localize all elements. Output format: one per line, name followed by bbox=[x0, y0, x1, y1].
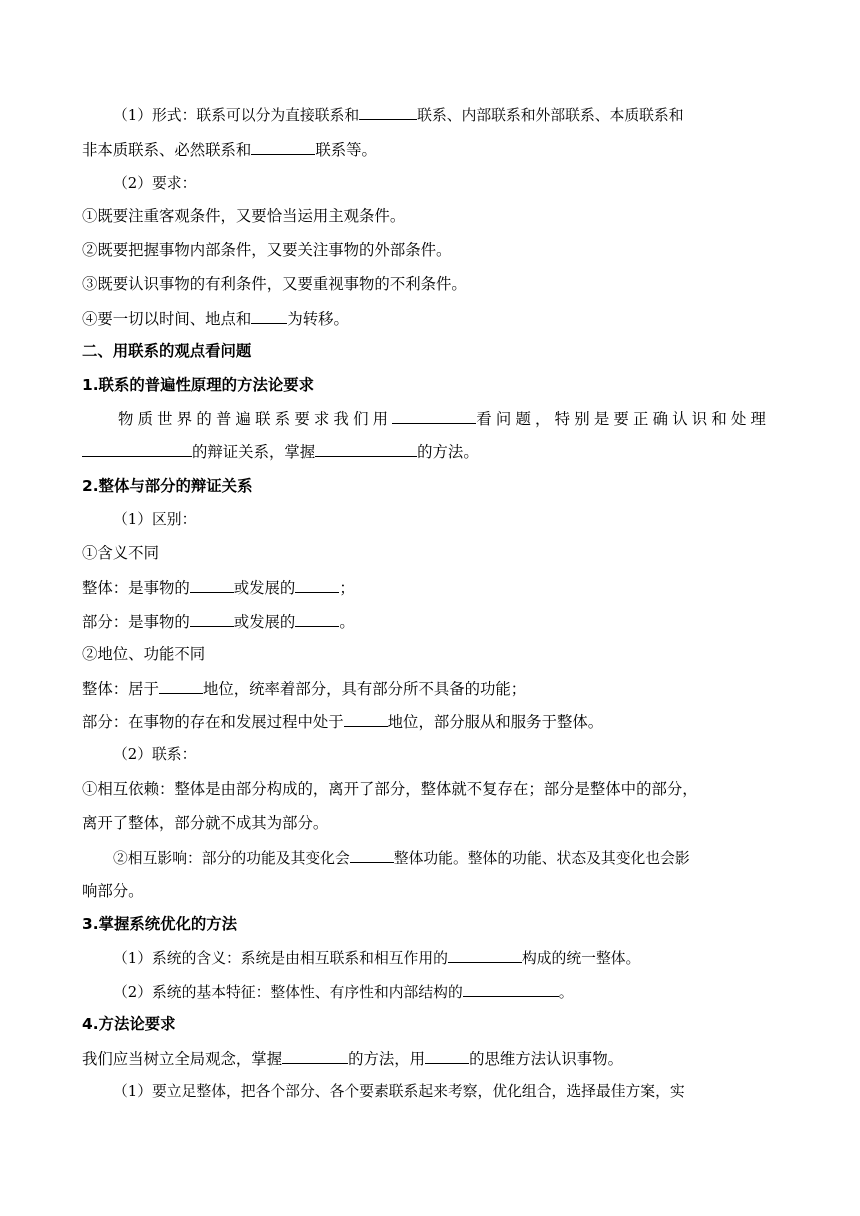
text-segment: 整体功能。整体的功能、状态及其变化也会影 bbox=[393, 850, 690, 867]
fill-blank bbox=[448, 947, 522, 963]
text-segment: 部分：在事物的存在和发展过程中处于 bbox=[82, 713, 344, 731]
text-line: ②既要把握事物内部条件，又要关注事物的外部条件。 bbox=[82, 241, 452, 259]
section-heading: 3.掌握系统优化的方法 bbox=[82, 915, 238, 933]
text-segment: 或发展的 bbox=[233, 579, 296, 597]
text-segment: ②相互影响：部分的功能及其变化会 bbox=[113, 850, 350, 867]
text-line: （1）要立足整体，把各个部分、各个要素联系起来考察，优化组合，选择最佳方案，实 bbox=[113, 1083, 685, 1100]
text-line: ③既要认识事物的有利条件，又要重视事物的不利条件。 bbox=[82, 275, 467, 293]
text-segment: 整体：是事物的 bbox=[82, 579, 190, 597]
text-segment: 为转移。 bbox=[287, 310, 349, 328]
text-line bbox=[82, 1048, 782, 1069]
text-segment: 整体：居于 bbox=[82, 680, 159, 698]
fill-blank bbox=[190, 577, 234, 593]
text-line: （1）区别： bbox=[113, 511, 197, 528]
section-heading: 1.联系的普遍性原理的方法论要求 bbox=[82, 376, 315, 394]
text-segment: （1）形式：联系可以分为直接联系和 bbox=[113, 107, 360, 124]
text-segment: 物质世界的普遍联系要求我们用 bbox=[118, 410, 393, 428]
text-segment: 构成的统一整体。 bbox=[521, 950, 641, 967]
text-segment: 我们应当树立全局观念，掌握 bbox=[82, 1050, 283, 1068]
text-segment: 的方法，用 bbox=[348, 1050, 426, 1068]
fill-blank bbox=[282, 1048, 348, 1064]
text-segment: ； bbox=[339, 579, 355, 597]
text-segment: 联系、内部联系和外部联系、本质联系和 bbox=[417, 107, 684, 124]
fill-blank bbox=[190, 611, 234, 627]
fill-blank bbox=[251, 139, 315, 155]
text-line bbox=[82, 139, 782, 160]
text-segment: （1）系统的含义：系统是由相互联系和相互作用的 bbox=[113, 950, 448, 967]
fill-blank bbox=[251, 308, 287, 324]
fill-blank bbox=[295, 577, 339, 593]
text-segment: （2）系统的基本特征：整体性、有序性和内部结构的 bbox=[113, 984, 463, 1001]
text-line bbox=[82, 441, 782, 462]
text-segment: ④要一切以时间、地点和 bbox=[82, 310, 252, 328]
text-segment: 非本质联系、必然联系和 bbox=[82, 141, 252, 159]
fill-blank bbox=[425, 1048, 469, 1064]
text-segment: 联系等。 bbox=[315, 141, 377, 159]
text-line: ①既要注重客观条件，又要恰当运用主观条件。 bbox=[82, 207, 406, 225]
fill-blank bbox=[350, 847, 394, 863]
text-line: ①含义不同 bbox=[82, 544, 159, 562]
text-line: ①相互依赖：整体是由部分构成的，离开了部分，整体就不复存在；部分是整体中的部分， bbox=[82, 780, 698, 798]
text-line bbox=[113, 981, 813, 1003]
section-heading: 二、用联系的观点看问题 bbox=[82, 342, 252, 360]
text-line: ②地位、功能不同 bbox=[82, 645, 206, 663]
text-line bbox=[82, 577, 782, 598]
text-segment: 地位，统率着部分，具有部分所不具备的功能； bbox=[202, 680, 527, 698]
text-segment: 看问题，特别是要正确认识和处理 bbox=[476, 410, 771, 428]
text-segment: 地位，部分服从和服务于整体。 bbox=[387, 713, 604, 731]
text-line bbox=[113, 847, 813, 869]
text-line: 响部分。 bbox=[82, 882, 144, 900]
text-line bbox=[82, 678, 782, 699]
fill-blank bbox=[344, 711, 388, 727]
fill-blank bbox=[159, 678, 203, 694]
text-line bbox=[113, 104, 813, 126]
section-heading: 2.整体与部分的辩证关系 bbox=[82, 477, 253, 495]
fill-blank bbox=[463, 981, 559, 997]
text-segment: 或发展的 bbox=[233, 613, 296, 631]
fill-blank bbox=[359, 104, 417, 120]
text-segment: 部分：是事物的 bbox=[82, 613, 190, 631]
text-line bbox=[82, 611, 782, 632]
text-line: （2）联系： bbox=[113, 746, 197, 763]
fill-blank bbox=[82, 441, 192, 457]
text-line bbox=[118, 408, 782, 429]
text-line: 离开了整体，部分就不成其为部分。 bbox=[82, 814, 329, 832]
text-segment: 的方法。 bbox=[417, 443, 479, 461]
text-segment: 的辩证关系，掌握 bbox=[192, 443, 316, 461]
fill-blank bbox=[295, 611, 339, 627]
text-line bbox=[82, 308, 782, 329]
text-segment: 。 bbox=[558, 984, 574, 1001]
text-line bbox=[113, 947, 813, 969]
section-heading: 4.方法论要求 bbox=[82, 1015, 176, 1033]
text-segment: 的思维方法认识事物。 bbox=[469, 1050, 623, 1068]
fill-blank bbox=[392, 408, 476, 424]
fill-blank bbox=[315, 441, 417, 457]
text-line bbox=[82, 711, 782, 732]
text-line: （2）要求： bbox=[113, 175, 197, 192]
text-segment: 。 bbox=[339, 613, 355, 631]
